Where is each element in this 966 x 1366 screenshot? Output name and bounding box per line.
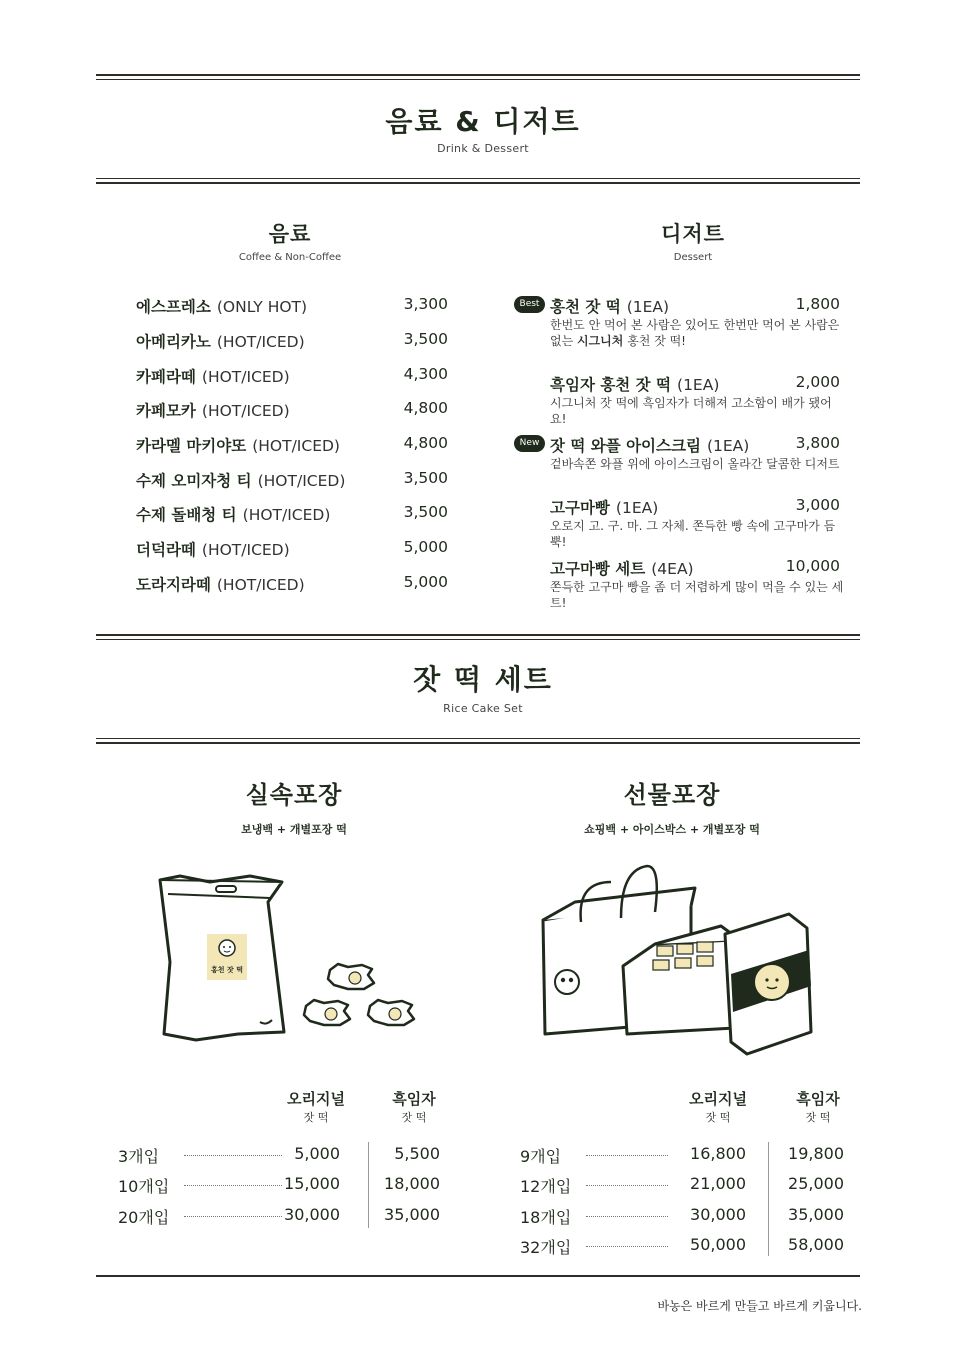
gift-price-row (520, 1235, 850, 1259)
dessert-price: 1,800 (795, 295, 840, 313)
row-black-price: 19,800 (788, 1144, 844, 1163)
drink-option: (ONLY HOT) (216, 298, 308, 316)
dessert-desc: 겉바속쫀 와플 위에 아이스크림이 올라간 달콤한 디저트 (550, 457, 840, 471)
dessert-item (514, 557, 844, 611)
drink-option: (HOT/ICED) (252, 437, 340, 455)
drink-name: 수제 돌배청 티 (136, 506, 237, 524)
drink-price: 5,000 (403, 573, 448, 591)
col-header-main: 오리지널 (287, 1090, 345, 1108)
header-rule-1 (96, 178, 860, 179)
basic-col-black-header (374, 1088, 454, 1125)
drink-option: (HOT/ICED) (242, 506, 331, 524)
dessert-name: 홍천 잣 떡 (550, 298, 621, 316)
dessert-qty: (1EA) (615, 499, 659, 517)
drink-name: 도라지라떼 (136, 576, 211, 594)
col-header-sub: 잣 떡 (401, 1111, 427, 1124)
row-original-price: 15,000 (284, 1174, 340, 1193)
row-dots (586, 1216, 668, 1217)
row-black-price: 58,000 (788, 1235, 844, 1254)
dessert-qty: (1EA) (626, 298, 670, 316)
drink-option: (HOT/ICED) (201, 368, 290, 386)
drink-price: 3,500 (403, 469, 448, 487)
basic-price-row (118, 1205, 448, 1229)
drink-price: 3,300 (403, 295, 448, 313)
set-subtitle: Rice Cake Set (443, 702, 523, 715)
row-count: 18개입 (520, 1208, 572, 1227)
row-count: 20개입 (118, 1208, 170, 1227)
drink-item (136, 469, 448, 493)
row-dots (586, 1185, 668, 1186)
page-subtitle: Drink & Dessert (437, 142, 529, 155)
top-rule-outer (96, 74, 860, 76)
col-header-sub: 잣 떡 (303, 1111, 329, 1124)
row-original-price: 30,000 (284, 1205, 340, 1224)
dessert-item (514, 295, 844, 349)
bottom-rule (96, 1275, 860, 1277)
drink-item (136, 538, 448, 562)
cooler-bag-illustration (150, 862, 440, 1052)
drink-option: (HOT/ICED) (216, 576, 305, 594)
drink-option: (HOT/ICED) (257, 472, 346, 490)
drink-price: 4,800 (403, 399, 448, 417)
col-header-main: 오리지널 (689, 1090, 747, 1108)
row-black-price: 18,000 (384, 1174, 440, 1193)
desc-text: 없는 (550, 334, 577, 348)
dessert-qty: (1EA) (677, 376, 720, 394)
row-black-price: 5,500 (394, 1144, 440, 1163)
row-black-price: 35,000 (788, 1205, 844, 1224)
set-rule-3 (96, 738, 860, 739)
gift-col-original-header (678, 1088, 758, 1125)
header-rule-2 (96, 182, 860, 184)
drink-item (136, 434, 448, 458)
col-header-main: 흑임자 (392, 1090, 436, 1108)
row-dots (586, 1246, 668, 1247)
dessert-desc-line2 (514, 333, 844, 349)
best-badge: Best (514, 296, 545, 313)
row-count: 12개입 (520, 1177, 572, 1196)
row-count: 10개입 (118, 1177, 170, 1196)
row-count: 32개입 (520, 1238, 572, 1257)
set-rule-4 (96, 742, 860, 744)
set-rule-outer (96, 634, 860, 636)
drink-name: 에스프레소 (136, 298, 211, 316)
desc-text: 홍천 잣 떡! (623, 334, 686, 348)
drink-price: 3,500 (403, 330, 448, 348)
drink-item (136, 399, 448, 423)
set-rule-inner (96, 639, 860, 640)
page-title: 음료 & 디저트 (385, 105, 581, 138)
drinks-subtitle: Coffee & Non-Coffee (238, 252, 342, 263)
row-black-price: 25,000 (788, 1174, 844, 1193)
drink-name: 카라멜 마키야또 (136, 437, 247, 455)
bag-label-text: 홍천 잣 떡 (211, 966, 243, 974)
top-rule-inner (96, 79, 860, 80)
row-black-price: 35,000 (384, 1205, 440, 1224)
dessert-name: 고구마빵 세트 (550, 560, 646, 578)
drink-item (136, 503, 448, 527)
dessert-desc: 한번도 안 먹어 본 사람은 있어도 한번만 먹어 본 사람은 (550, 318, 840, 332)
dessert-qty: (4EA) (651, 560, 694, 578)
dessert-name: 흑임자 홍천 잣 떡 (550, 376, 672, 394)
drink-option: (HOT/ICED) (216, 333, 305, 351)
basic-col-original-header (276, 1088, 356, 1125)
drink-option: (HOT/ICED) (201, 541, 290, 559)
gift-price-row (520, 1174, 850, 1198)
dessert-item (514, 434, 844, 472)
gift-box-illustration (535, 862, 825, 1062)
dessert-desc: 쫀득한 고구마 빵을 좀 더 저렴하게 많이 먹을 수 있는 세트! (550, 580, 844, 610)
pack-gift-subtitle: 쇼핑백 + 아이스박스 + 개별포장 떡 (584, 823, 760, 836)
dessert-price: 3,800 (795, 434, 840, 452)
drink-name: 더덕라떼 (136, 541, 196, 559)
drink-option: (HOT/ICED) (201, 402, 290, 420)
row-original-price: 50,000 (690, 1235, 746, 1254)
col-header-sub: 잣 떡 (805, 1111, 831, 1124)
dessert-price: 3,000 (795, 496, 840, 514)
pack-gift-title: 선물포장 (623, 781, 721, 809)
drink-price: 4,300 (403, 365, 448, 383)
drink-price: 3,500 (403, 503, 448, 521)
drink-name: 카페모카 (136, 402, 196, 420)
dessert-price: 2,000 (795, 373, 840, 391)
desserts-subtitle: Dessert (673, 252, 713, 263)
dessert-name: 잣 떡 와플 아이스크림 (550, 437, 701, 455)
new-badge: New (514, 435, 545, 452)
bag-label (207, 934, 247, 980)
dessert-desc: 시그니처 잣 떡에 흑임자가 더해져 고소함이 배가 됐어요! (550, 396, 832, 426)
drink-price: 5,000 (403, 538, 448, 556)
row-original-price: 30,000 (690, 1205, 746, 1224)
basic-price-row (118, 1174, 448, 1198)
dessert-item (514, 373, 844, 427)
row-original-price: 21,000 (690, 1174, 746, 1193)
drink-item (136, 330, 448, 354)
gift-price-row (520, 1144, 850, 1168)
row-dots (586, 1155, 668, 1156)
row-original-price: 5,000 (294, 1144, 340, 1163)
col-header-main: 흑임자 (796, 1090, 840, 1108)
col-header-sub: 잣 떡 (705, 1111, 731, 1124)
gift-col-black-header (778, 1088, 858, 1125)
set-title: 잣 떡 세트 (413, 663, 553, 696)
gift-price-row (520, 1205, 850, 1229)
dessert-price: 10,000 (785, 557, 840, 575)
drink-item (136, 295, 448, 319)
footer-slogan: 바농은 바르게 만들고 바르게 키웁니다. (657, 1299, 862, 1313)
drink-name: 수제 오미자청 티 (136, 472, 252, 490)
drink-name: 아메리카노 (136, 333, 211, 351)
drinks-title: 음료 (268, 222, 312, 246)
basic-price-row (118, 1144, 448, 1168)
drink-item (136, 365, 448, 389)
desserts-title: 디저트 (661, 222, 725, 246)
desc-bold: 시그니처 (577, 334, 624, 348)
dessert-item (514, 496, 844, 550)
drink-name: 카페라떼 (136, 368, 196, 386)
dessert-desc: 오로지 고. 구. 마. 그 자체. 쫀득한 빵 속에 고구마가 듬뿍! (550, 519, 836, 549)
row-count: 3개입 (118, 1147, 160, 1166)
drink-price: 4,800 (403, 434, 448, 452)
row-count: 9개입 (520, 1147, 562, 1166)
pack-basic-subtitle: 보냉백 + 개별포장 떡 (241, 823, 347, 836)
dessert-name: 고구마빵 (550, 499, 610, 517)
drink-item (136, 573, 448, 597)
pack-basic-title: 실속포장 (245, 781, 343, 809)
row-original-price: 16,800 (690, 1144, 746, 1163)
dessert-qty: (1EA) (706, 437, 750, 455)
